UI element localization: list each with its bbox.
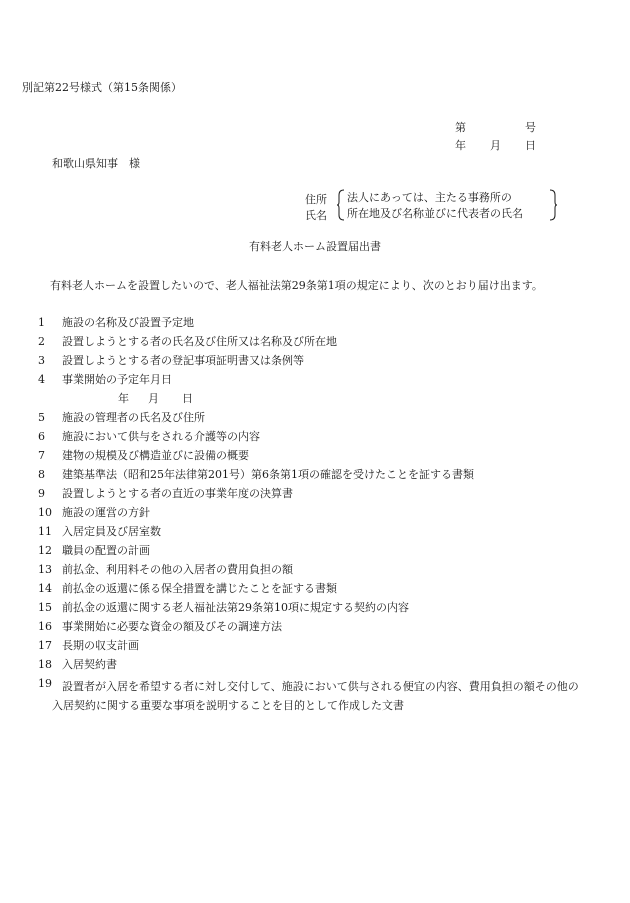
item-text: 事業開始の予定年月日 [62, 373, 172, 386]
list-item [38, 582, 618, 601]
item-text: 施設の名称及び設置予定地 [62, 316, 194, 329]
start-date-day: 日 [182, 392, 193, 405]
list-item [38, 411, 618, 430]
list-item [38, 563, 618, 582]
name-label: 氏名 [305, 209, 327, 222]
list-item [38, 525, 618, 544]
list-item [38, 316, 618, 335]
list-item [38, 544, 618, 563]
list-item [38, 373, 618, 392]
left-bracket-icon [337, 189, 345, 221]
item-text: 建築基準法（昭和25年法律第201号）第6条第1項の確認を受けたことを証する書類 [62, 468, 474, 481]
item-text: 設置しようとする者の直近の事業年度の決算書 [62, 487, 293, 500]
body-statement: 有料老人ホームを設置したいので、老人福祉法第29条第1項の規定により、次のとおり届け出ます。 [50, 279, 543, 292]
list-item [38, 449, 618, 468]
item-number: 11 [38, 525, 52, 538]
item-text [52, 677, 622, 715]
item-text: 前払金の返還に係る保全措置を講じたことを証する書類 [62, 582, 337, 595]
document-title: 有料老人ホーム設置届出書 [249, 240, 381, 253]
item-text: 設置しようとする者の登記事項証明書又は条例等 [62, 354, 304, 367]
applicant-note-line2: 所在地及び名称並びに代表者の氏名 [347, 207, 523, 220]
item-text: 施設の管理者の氏名及び住所 [62, 411, 205, 424]
list-item [38, 430, 618, 449]
item-text-line1: 設置者が入居を希望する者に対し交付して、施設において供与される便宜の内容、費用負担の額その他の [62, 680, 579, 693]
number-prefix: 第 [455, 121, 466, 134]
item-text: 設置しようとする者の氏名及び住所又は名称及び所在地 [62, 335, 337, 348]
start-date-month: 月 [148, 392, 159, 405]
item-number: 17 [38, 639, 52, 652]
item-number: 18 [38, 658, 52, 671]
item-number: 4 [38, 373, 45, 386]
list-item [38, 658, 618, 677]
address-label: 住所 [305, 193, 327, 206]
applicant-note-line1: 法人にあっては、主たる事務所の [347, 191, 512, 204]
item-number: 7 [38, 449, 45, 462]
item-text: 職員の配置の計画 [62, 544, 150, 557]
list-item [38, 487, 618, 506]
item-text: 前払金、利用料その他の入居者の費用負担の額 [62, 563, 293, 576]
item-number: 10 [38, 506, 52, 519]
list-item [38, 335, 618, 354]
item-number: 3 [38, 354, 45, 367]
item-text: 前払金の返還に関する老人福祉法第29条第10項に規定する契約の内容 [62, 601, 409, 614]
applicant-note-bracket [337, 189, 557, 221]
item-number: 12 [38, 544, 52, 557]
item-number: 16 [38, 620, 52, 633]
start-date-year: 年 [118, 392, 129, 405]
item-number: 8 [38, 468, 45, 481]
form-reference: 別記第22号様式（第15条関係） [22, 81, 182, 94]
item-text: 施設において供与をされる介護等の内容 [62, 430, 260, 443]
item-text: 建物の規模及び構造並びに設備の概要 [62, 449, 249, 462]
list-item [38, 354, 618, 373]
item-text-line2: 入居契約に関する重要な事項を説明することを目的として作成した文書 [52, 699, 404, 712]
item-number: 1 [38, 316, 45, 329]
item-number: 2 [38, 335, 45, 348]
item-number: 15 [38, 601, 52, 614]
item-text: 施設の運営の方針 [62, 506, 150, 519]
list-item [38, 620, 618, 639]
start-date-placeholder [38, 392, 618, 411]
item-text: 事業開始に必要な資金の額及びその調達方法 [62, 620, 282, 633]
item-text: 入居契約書 [62, 658, 117, 671]
item-number: 13 [38, 563, 52, 576]
list-item [38, 677, 618, 715]
number-suffix: 号 [525, 121, 536, 134]
list-item [38, 506, 618, 525]
applicant-labels [305, 192, 327, 224]
list-item [38, 468, 618, 487]
list-item [38, 639, 618, 658]
attachment-list [38, 316, 618, 715]
right-bracket-icon [549, 189, 557, 221]
item-number: 19 [38, 677, 52, 690]
item-text: 長期の収支計画 [62, 639, 139, 652]
date-day: 日 [525, 139, 536, 152]
item-number: 14 [38, 582, 52, 595]
item-number: 9 [38, 487, 45, 500]
date-month: 月 [490, 139, 501, 152]
list-item [38, 601, 618, 620]
item-number: 5 [38, 411, 45, 424]
date-year: 年 [455, 139, 466, 152]
addressee: 和歌山県知事 様 [52, 157, 140, 170]
item-text: 入居定員及び居室数 [62, 525, 161, 538]
item-number: 6 [38, 430, 45, 443]
